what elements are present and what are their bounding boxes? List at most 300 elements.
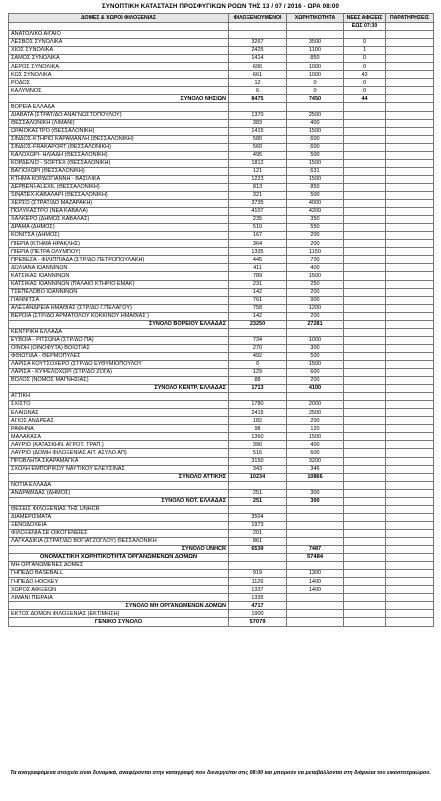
cell-hosted: 1223	[229, 175, 287, 183]
cell-hosted	[229, 328, 287, 336]
table-row	[9, 256, 434, 264]
cell-capacity: 1500	[287, 360, 344, 368]
cell-capacity: 1000	[287, 63, 344, 71]
cell-facility: ΠΡΕΒΕΖΑ - ΦΙΛΙΠΠΙΑΔΑ (ΣΤΡ/ΔΟ ΠΕΤΡΟΠΟΥΛΑΚΗ)	[9, 256, 229, 264]
cell-capacity	[287, 618, 344, 626]
cell-hosted: 1780	[229, 401, 287, 409]
cell-facility: ΩΡΑΙΟΚΑΣΤΡΟ (ΘΕΣΣΑΛΟΝΙΚΗ)	[9, 127, 229, 135]
cell-facility: ΦΘΙΩΤΙΔΑ - ΘΕΡΜΟΠΥΛΕΣ	[9, 352, 229, 360]
cell-hosted: 121	[229, 167, 287, 175]
cell-remarks	[386, 594, 434, 602]
total-row	[9, 473, 434, 481]
cell-new-arrivals	[344, 264, 386, 272]
cell-facility: ΣΙΝΔΟΣ-ΚΤΗΡΙΟ ΚΑΡΑΜΑΝΛΗ (ΘΕΣΣΑΛΟΝΙΚΗ)	[9, 135, 229, 143]
cell-new-arrivals	[344, 328, 386, 336]
cell-remarks	[386, 393, 434, 401]
cell-hosted: 2415	[229, 409, 287, 417]
cell-facility: ΧΩΡΟΣ ΑΦΙΞΕΩΝ	[9, 586, 229, 594]
cell-hosted: 510	[229, 224, 287, 232]
cell-facility: ΔΕΡΒΕΝΙ-ALEXIL (ΘΕΣΣΑΛΟΝΙΚΗ)	[9, 183, 229, 191]
table-subheader-row	[9, 23, 434, 31]
cell-capacity: 600	[287, 135, 344, 143]
cell-capacity: 600	[287, 369, 344, 377]
cell-facility: ΧΙΟΣ ΣΥΝΟΛΙΚΑ	[9, 47, 229, 55]
table-row	[9, 240, 434, 248]
cell-remarks	[386, 31, 434, 39]
cell-facility: ΠΟΛΥΚΑΣΤΡΟ (ΝΕΑ ΚΑΒΑΛΑ)	[9, 208, 229, 216]
cell-remarks	[386, 433, 434, 441]
cell-remarks	[386, 288, 434, 296]
cell-capacity	[287, 562, 344, 570]
cell-facility: ΠΙΕΡΙΑ (ΠΕΤΡΑ ΟΛΥΜΠΟΥ)	[9, 248, 229, 256]
cell-new-arrivals	[344, 554, 386, 562]
cell-capacity: 1400	[287, 586, 344, 594]
cell-hosted: 6	[229, 87, 287, 95]
header-facilities: ΔΟΜΕΣ & ΧΩΡΟΙ ΦΙΛΟΞΕΝΙΑΣ	[9, 14, 229, 23]
table-row	[9, 264, 434, 272]
cell-new-arrivals	[344, 465, 386, 473]
cell-capacity: 4100	[287, 385, 344, 393]
cell-hosted: 919	[229, 570, 287, 578]
table-header-row	[9, 14, 434, 23]
cell-new-arrivals	[344, 497, 386, 505]
cell-capacity: 7487	[287, 546, 344, 554]
table-row	[9, 208, 434, 216]
cell-hosted: 1812	[229, 159, 287, 167]
cell-hosted: 270	[229, 344, 287, 352]
table-row	[9, 433, 434, 441]
cell-capacity: 200	[287, 377, 344, 385]
cell-new-arrivals	[344, 248, 386, 256]
table-row	[9, 336, 434, 344]
cell-new-arrivals	[344, 473, 386, 481]
cell-hosted: 734	[229, 336, 287, 344]
cell-facility: ΔΡΑΜΑ (ΔΗΜΟΣ)	[9, 224, 229, 232]
cell-facility: ΣΥΝΟΛΟ ΝΟΤ. ΕΛΛΑΔΑΣ	[9, 497, 229, 505]
cell-facility: ΣΧΙΣΤΟ	[9, 401, 229, 409]
cell-facility: ΛΑΡΙΣΑ ΚΟΥΤΣΟΧΕΡΟ (ΣΤΡ/ΔΟ ΕΥΘΥΜΙΟΠΟΥΛΟΥ	[9, 360, 229, 368]
cell-capacity: 500	[287, 352, 344, 360]
cell-new-arrivals	[344, 200, 386, 208]
cell-remarks	[386, 208, 434, 216]
cell-facility: ΣΥΝΟΛΟ ΒΟΡΕΙΟΥ ΕΛΛΑΔΑΣ	[9, 320, 229, 328]
cell-new-arrivals	[344, 272, 386, 280]
cell-remarks	[386, 55, 434, 63]
cell-capacity: 200	[287, 417, 344, 425]
cell-capacity: 7450	[287, 95, 344, 103]
cell-facility: ΝΟΤΙΑ ΕΛΛΑΔΑ	[9, 481, 229, 489]
cell-facility: ΚΤΗΜΑ ΚΟΡΔΟΓΙΑΝΝΗ - ΒΑΣΙΛΙΚΑ	[9, 175, 229, 183]
cell-facility: ΕΥΒΟΙΑ - ΡΙΤΣΩΝΑ (ΣΤΡ/ΔΟ ΠΑ)	[9, 336, 229, 344]
cell-capacity: 900	[287, 296, 344, 304]
cell-new-arrivals	[344, 151, 386, 159]
table-row	[9, 248, 434, 256]
cell-hosted: 4717	[229, 602, 287, 610]
cell-new-arrivals	[344, 167, 386, 175]
table-row	[9, 344, 434, 352]
table-row	[9, 441, 434, 449]
cell-capacity: 631	[287, 167, 344, 175]
total-row	[9, 95, 434, 103]
cell-facility: ΠΡΟΒΛΗΤΑ ΣΚΑΡΑΜΑΓΚΑ	[9, 457, 229, 465]
cell-hosted: 142	[229, 312, 287, 320]
table-row	[9, 417, 434, 425]
total-row	[9, 385, 434, 393]
cell-hosted: 1370	[229, 111, 287, 119]
cell-remarks	[386, 248, 434, 256]
cell-new-arrivals	[344, 457, 386, 465]
cell-new-arrivals	[344, 594, 386, 602]
table-row	[9, 288, 434, 296]
cell-hosted: 6539	[229, 546, 287, 554]
cell-facility: ΣΙΝΔΟΣ-FRAKAPORT (ΘΕΣΣΑΛΟΝΙΚΗ)	[9, 143, 229, 151]
cell-facility: ΚΟΝΙΤΣΑ (ΔΗΜΟΣ)	[9, 232, 229, 240]
cell-new-arrivals	[344, 546, 386, 554]
cell-new-arrivals	[344, 103, 386, 111]
cell-facility: ΑΛΕΞΑΝΔΡΕΙΑ ΗΜΑΘΙΑΣ (ΣΤΡ/ΔΟ Γ.ΠΕΛΑΓΟΥ)	[9, 304, 229, 312]
cell-capacity: 300	[287, 489, 344, 497]
cell-hosted: 1360	[229, 433, 287, 441]
cell-facility: ΛΕΣΒΟΣ ΣΥΝΟΛΙΚΑ	[9, 39, 229, 47]
cell-remarks	[386, 570, 434, 578]
cell-hosted: 4107	[229, 208, 287, 216]
cell-facility: ΛΑΥΡΙΟ (ΚΑΤΑΣΚΗΝ. ΑΓΡΟΤ. ΤΡΑΠ.)	[9, 441, 229, 449]
cell-new-arrivals	[344, 401, 386, 409]
cell-facility: ΞΕΝΟΔΟΧΕΙΑ	[9, 521, 229, 529]
table-row	[9, 183, 434, 191]
cell-facility: ΔΙΑΜΕΡΙΣΜΑΤΑ	[9, 513, 229, 521]
table-row	[9, 521, 434, 529]
cell-capacity: 1150	[287, 248, 344, 256]
table-row	[9, 79, 434, 87]
cell-hosted: 861	[229, 538, 287, 546]
cell-remarks	[386, 562, 434, 570]
cell-new-arrivals	[344, 135, 386, 143]
table-row	[9, 63, 434, 71]
cell-remarks	[386, 256, 434, 264]
cell-new-arrivals	[344, 312, 386, 320]
table-row	[9, 457, 434, 465]
cell-capacity	[287, 529, 344, 537]
cell-capacity: 200	[287, 240, 344, 248]
table-row	[9, 489, 434, 497]
cell-remarks	[386, 409, 434, 417]
cell-remarks	[386, 159, 434, 167]
cell-facility: ΚΑΤΣΙΚΑΣ ΙΩΑΝΝΙΝΩΝ (ΠΑΛΑΙΟ ΚΤΗΡΙΟ ΕΜΑΚ)	[9, 280, 229, 288]
cell-new-arrivals	[344, 481, 386, 489]
cell-capacity: 400	[287, 264, 344, 272]
cell-capacity: 1500	[287, 433, 344, 441]
cell-capacity: 500	[287, 191, 344, 199]
cell-remarks	[386, 529, 434, 537]
cell-new-arrivals	[344, 159, 386, 167]
cell-new-arrivals	[344, 336, 386, 344]
cell-new-arrivals	[344, 224, 386, 232]
total-row	[9, 546, 434, 554]
cell-remarks	[386, 87, 434, 95]
cell-new-arrivals	[344, 618, 386, 626]
cell-hosted: 411	[229, 264, 287, 272]
cell-hosted: 789	[229, 272, 287, 280]
cell-remarks	[386, 554, 434, 562]
table-row	[9, 296, 434, 304]
cell-new-arrivals	[344, 352, 386, 360]
cell-hosted: 201	[229, 529, 287, 537]
cell-new-arrivals: 1	[344, 47, 386, 55]
cell-new-arrivals	[344, 360, 386, 368]
cell-facility: ΣΥΝΟΛΟ ΝΗΣΙΩΝ	[9, 95, 229, 103]
cell-new-arrivals	[344, 529, 386, 537]
cell-remarks	[386, 232, 434, 240]
cell-remarks	[386, 425, 434, 433]
cell-capacity: 1500	[287, 175, 344, 183]
table-row	[9, 409, 434, 417]
cell-hosted: 761	[229, 296, 287, 304]
cell-remarks	[386, 304, 434, 312]
cell-hosted: 1900	[229, 610, 287, 618]
table-row	[9, 167, 434, 175]
cell-hosted	[229, 554, 287, 562]
cell-new-arrivals	[344, 505, 386, 513]
cell-new-arrivals	[344, 393, 386, 401]
cell-new-arrivals	[344, 570, 386, 578]
cell-remarks	[386, 119, 434, 127]
cell-new-arrivals	[344, 320, 386, 328]
cell-hosted	[229, 481, 287, 489]
cell-facility: ΦΙΛΟΞΕΝΙΑ ΣΕ ΟΙΚΟΓΕΝΕΙΕΣ	[9, 529, 229, 537]
cell-facility: ΟΙΝΟΗ (ΟΙΝΟΦΥΤΑ) ΒΟΙΩΤΙΑΣ	[9, 344, 229, 352]
cell-remarks	[386, 240, 434, 248]
cell-new-arrivals	[344, 296, 386, 304]
cell-remarks	[386, 312, 434, 320]
cell-remarks	[386, 481, 434, 489]
cell-hosted: 98	[229, 425, 287, 433]
cell-hosted: 182	[229, 417, 287, 425]
cell-remarks	[386, 489, 434, 497]
table-row	[9, 610, 434, 618]
cell-capacity: 0	[287, 87, 344, 95]
cell-new-arrivals	[344, 513, 386, 521]
cell-remarks	[386, 216, 434, 224]
cell-remarks	[386, 264, 434, 272]
cell-facility: ΣΥΝΟΛΟ ΑΤΤΙΚΗΣ	[9, 473, 229, 481]
cell-hosted: 1973	[229, 521, 287, 529]
cell-new-arrivals: 0	[344, 87, 386, 95]
cell-hosted: 580	[229, 135, 287, 143]
header-new-arrivals: ΝΕΕΣ ΑΦΙΞΕΙΣ	[344, 14, 386, 23]
table-row	[9, 143, 434, 151]
cell-hosted: 167	[229, 232, 287, 240]
cell-new-arrivals: 43	[344, 71, 386, 79]
cell-facility: ΣΥΝΟΛΟ ΜΗ ΟΡΓΑΝΩΜΕΝΩΝ ΔΟΜΩΝ	[9, 602, 229, 610]
cell-new-arrivals: 0	[344, 63, 386, 71]
cell-remarks	[386, 95, 434, 103]
cell-hosted: 1126	[229, 578, 287, 586]
table-row	[9, 55, 434, 63]
cell-facility: ΤΣΕΠΕΛΟΒΟ ΙΩΑΝΝΙΝΩΝ	[9, 288, 229, 296]
footnote: Τα αναγραφόμενα στοιχεία είναι δυναμικά, αναφέρονται στην καταγραφή που διενεργείται στις 08:00 και μπορούν να μεταβάλλονται στη διάρκεια του εικοσιτετραώρου.	[10, 770, 431, 776]
cell-facility: ΚΩΣ ΣΥΝΟΛΙΚΑ	[9, 71, 229, 79]
section-row	[9, 31, 434, 39]
cell-remarks	[386, 385, 434, 393]
table-row	[9, 119, 434, 127]
cell-remarks	[386, 151, 434, 159]
cell-facility: ΚΑΤΣΙΚΑΣ ΙΩΑΝΝΙΝΩΝ	[9, 272, 229, 280]
cell-remarks	[386, 513, 434, 521]
cell-new-arrivals	[344, 143, 386, 151]
cell-new-arrivals	[344, 304, 386, 312]
cell-capacity	[287, 610, 344, 618]
cell-new-arrivals	[344, 344, 386, 352]
cell-facility: SINATEX-ΚΑΒΑΛΑΡΙ (ΘΕΣΣΑΛΟΝΙΚΗ)	[9, 191, 229, 199]
table-body	[9, 14, 434, 627]
cell-remarks	[386, 296, 434, 304]
cell-facility: ΒΕΡΟΙΑ (ΣΤΡ/ΔΟ ΑΡΜΑΤΟΛΟΥ ΚΟΚΚΙΝΟΥ ΗΜΑΘΙΑΣ )	[9, 312, 229, 320]
table-row	[9, 224, 434, 232]
cell-new-arrivals	[344, 216, 386, 224]
table-row	[9, 191, 434, 199]
cell-new-arrivals	[344, 31, 386, 39]
cell-hosted: 3735	[229, 200, 287, 208]
cell-capacity: 600	[287, 143, 344, 151]
table-row	[9, 425, 434, 433]
cell-facility: ΕΚΤΟΣ ΔΟΜΩΝ ΦΙΛΟΞΕΝΙΑΣ (ΕΚΤΙΜΗΣΗ)	[9, 610, 229, 618]
cell-facility: ΘΕΣΣΑΛΟΝΙΚΗ (ΛΙΜΑΝΙ)	[9, 119, 229, 127]
cell-facility: ΛΑΥΡΙΟ (ΔΟΜΗ ΦΙΛΟΞΕΝΙΑΣ ΑΙΤ. ΑΣΥΛΟ ΑΠ)	[9, 449, 229, 457]
cell-hosted: 2425	[229, 47, 287, 55]
cell-hosted: 758	[229, 304, 287, 312]
cell-facility: ΑΝΔΡΑΒΙΔΑΣ (ΔΗΜΟΣ)	[9, 489, 229, 497]
table-row	[9, 71, 434, 79]
cell-remarks	[386, 103, 434, 111]
cell-new-arrivals	[344, 127, 386, 135]
cell-hosted: 251	[229, 497, 287, 505]
cell-remarks	[386, 417, 434, 425]
grand-total-row	[9, 554, 434, 562]
cell-capacity: 1300	[287, 570, 344, 578]
cell-hosted	[229, 562, 287, 570]
cell-hosted: 3504	[229, 513, 287, 521]
table-row	[9, 200, 434, 208]
cell-remarks	[386, 167, 434, 175]
cell-hosted: 88	[229, 377, 287, 385]
table-row	[9, 87, 434, 95]
cell-hosted	[229, 505, 287, 513]
cell-new-arrivals	[344, 288, 386, 296]
cell-new-arrivals: 44	[344, 95, 386, 103]
cell-facility: ΒΟΡΕΙΑ ΕΛΛΑΔΑ	[9, 103, 229, 111]
cell-remarks	[386, 473, 434, 481]
cell-facility: ΛΙΜΑΝΙ ΠΕΙΡΑΙΑ	[9, 594, 229, 602]
cell-remarks	[386, 175, 434, 183]
cell-new-arrivals	[344, 562, 386, 570]
cell-remarks	[386, 546, 434, 554]
cell-capacity: 400	[287, 441, 344, 449]
cell-remarks	[386, 111, 434, 119]
cell-capacity	[287, 513, 344, 521]
cell-capacity: 250	[287, 280, 344, 288]
cell-facility: ΛΑΡΙΣΑ - ΚΥΨΕΛΟΧΩΡΙ (ΣΤΡ/ΔΟ ΖΟΓΑ)	[9, 369, 229, 377]
cell-hosted: 129	[229, 369, 287, 377]
cell-capacity: 850	[287, 183, 344, 191]
cell-hosted: 516	[229, 449, 287, 457]
cell-hosted: 10234	[229, 473, 287, 481]
cell-capacity: 1200	[287, 304, 344, 312]
cell-capacity: 1500	[287, 272, 344, 280]
cell-facility: ΑΤΤΙΚΗ	[9, 393, 229, 401]
table-row	[9, 39, 434, 47]
cell-hosted: 321	[229, 191, 287, 199]
cell-capacity	[287, 594, 344, 602]
cell-hosted	[229, 103, 287, 111]
cell-new-arrivals	[344, 521, 386, 529]
cell-capacity	[287, 103, 344, 111]
table-row	[9, 465, 434, 473]
cell-hosted: 383	[229, 119, 287, 127]
table-row	[9, 232, 434, 240]
cell-new-arrivals	[344, 369, 386, 377]
section-row	[9, 481, 434, 489]
cell-capacity: 57484	[287, 554, 344, 562]
cell-new-arrivals	[344, 111, 386, 119]
cell-new-arrivals	[344, 208, 386, 216]
cell-capacity: 400	[287, 119, 344, 127]
cell-facility: ΕΛΑΙΩΝΑΣ	[9, 409, 229, 417]
cell-remarks	[386, 71, 434, 79]
table-row	[9, 529, 434, 537]
cell-remarks	[386, 224, 434, 232]
table-row	[9, 401, 434, 409]
cell-capacity	[287, 328, 344, 336]
cell-hosted: 231	[229, 280, 287, 288]
table-row	[9, 578, 434, 586]
cell-capacity: 346	[287, 465, 344, 473]
cell-facility: ΛΕΡΟΣ ΣΥΝΟΛΙΚΑ	[9, 63, 229, 71]
cell-capacity: 700	[287, 256, 344, 264]
cell-new-arrivals	[344, 385, 386, 393]
table-row	[9, 216, 434, 224]
cell-hosted: 813	[229, 183, 287, 191]
table-row	[9, 111, 434, 119]
table-row	[9, 175, 434, 183]
table-row	[9, 449, 434, 457]
table-row	[9, 312, 434, 320]
cell-remarks	[386, 336, 434, 344]
total-row	[9, 320, 434, 328]
cell-facility: ΛΑΓΚΑΔΙΚΙΑ (ΣΤΡΑΤ/ΔΟ ΒΟΓΙΑΤΖΟΓΛΟΥ) ΘΕΣΣΑΛΟΝΙΚΗ	[9, 538, 229, 546]
cell-new-arrivals	[344, 610, 386, 618]
cell-new-arrivals	[344, 538, 386, 546]
cell-capacity: 200	[287, 312, 344, 320]
cell-capacity: 0	[287, 79, 344, 87]
cell-capacity: 200	[287, 288, 344, 296]
cell-new-arrivals	[344, 409, 386, 417]
cell-remarks	[386, 618, 434, 626]
cell-new-arrivals	[344, 417, 386, 425]
cell-hosted: 560	[229, 143, 287, 151]
cell-new-arrivals	[344, 578, 386, 586]
cell-hosted: 1335	[229, 248, 287, 256]
cell-remarks	[386, 320, 434, 328]
table-row	[9, 586, 434, 594]
cell-facility: ΚΑΛΥΜΝΟΣ	[9, 87, 229, 95]
cell-facility: ΒΟΛΟΣ (ΝΟΜΟΣ ΜΑΓΝΗΣΙΑΣ)	[9, 377, 229, 385]
cell-facility: ΜΑΛΑΚΑΣΑ	[9, 433, 229, 441]
table-row	[9, 135, 434, 143]
cell-hosted: 23250	[229, 320, 287, 328]
cell-capacity: 1000	[287, 336, 344, 344]
table-row	[9, 513, 434, 521]
